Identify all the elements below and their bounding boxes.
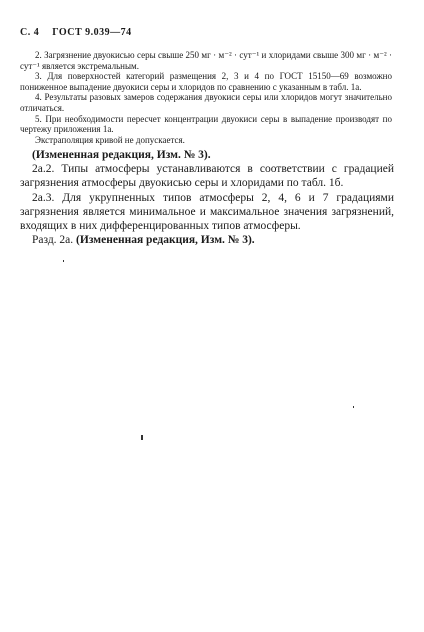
note-2: 2. Загрязнение двуокисью серы свыше 250 мг · м⁻² · сут⁻¹ и хлоридами свыше 300 мг · м⁻² · сут⁻¹ является экстремальным. (20, 50, 392, 71)
note-3: 3. Для поверхностей категорий размещения 2, 3 и 4 по ГОСТ 15150—69 возможно пониженное выпадение двуокиси серы и хлоридов по сравнению с указанным в табл. 1а. (20, 71, 392, 92)
section-note-amendment: (Измененная редакция, Изм. № 3). (76, 234, 255, 247)
table-notes (20, 50, 392, 145)
section-note-prefix: Разд. 2а. (32, 234, 74, 247)
section-2a-note (20, 233, 394, 247)
page-header (20, 27, 142, 38)
note-5: 5. При необходимости пересчет концентрации двуокиси серы в выпадение производят по чертежу приложения 1а. (20, 113, 392, 135)
amendment-note-1: (Измененная редакция, Изм. № 3). (32, 149, 211, 161)
scan-speck (141, 435, 143, 440)
paragraph-2a3: 2а.3. Для укрупненных типов атмосферы 2, 4, 6 и 7 градациями загрязнения является минимальное и максимальное значения загрязнений, входящих в них дифференцированных типов атмосферы. (20, 191, 394, 233)
standard-code: ГОСТ 9.039—74 (52, 27, 132, 38)
paragraph-2a2: 2а.2. Типы атмосферы устанавливаются в соответствии с градацией загрязнения атмосферы двуокисью серы и хлоридами по табл. 1б. (20, 163, 394, 190)
scan-speck-left (63, 260, 64, 262)
note-extrapolation: Экстраполяция кривой не допускается. (35, 134, 185, 145)
note-4: 4. Результаты разовых замеров содержания двуокиси серы или хлоридов могут значительно отличаться. (20, 92, 392, 113)
page-number: С. 4 (20, 27, 40, 38)
scan-speck-small (353, 406, 354, 408)
main-text (20, 148, 394, 247)
